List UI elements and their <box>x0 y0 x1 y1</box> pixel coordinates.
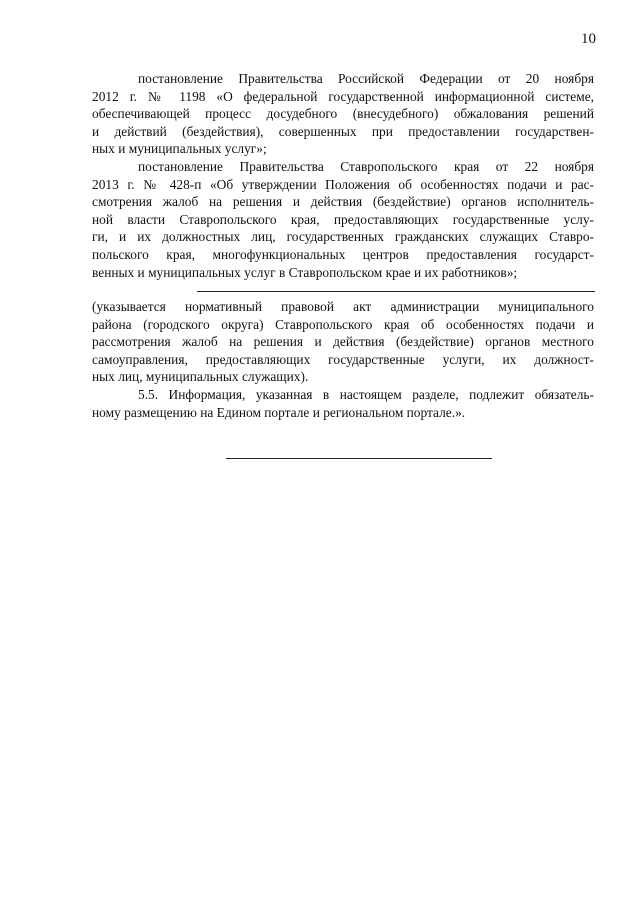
text-line: 5.5. Информация, указанная в настоящем разделе, подлежит обязатель- <box>138 386 594 402</box>
text-line: рассмотрения жалоб на решения и действия (бездействие) органов местного <box>92 334 594 350</box>
paragraph-section-5-5 <box>92 386 594 421</box>
page-number: 10 <box>581 31 596 47</box>
end-separator-line <box>226 458 492 459</box>
text-line: ному размещению на Едином портале и региональном портале.». <box>92 404 466 420</box>
paragraph-regional-resolution <box>92 158 594 281</box>
blank-fill-line <box>197 291 595 292</box>
paragraph-federal-resolution <box>92 70 594 158</box>
text-line: самоуправления, предоставляющих государственные услуги, их должност- <box>92 351 594 367</box>
paragraph-municipal-act-note <box>92 298 594 386</box>
text-line: польского края, многофункциональных центров предоставления государст- <box>92 246 594 262</box>
text-line: ных лиц, муниципальных служащих). <box>92 369 309 385</box>
text-line: венных и муниципальных услуг в Ставропольском крае и их работников»; <box>92 264 518 280</box>
text-line: постановление Правительства Российской Федерации от 20 ноября <box>138 71 594 86</box>
text-line: 2012 г. № 1198 «О федеральной государственной информационной системе, <box>92 88 594 104</box>
text-line: и действий (бездействия), совершенных при предоставлении государствен- <box>92 123 594 139</box>
document-body-lower <box>92 298 594 421</box>
text-line: ных и муниципальных услуг»; <box>92 141 267 157</box>
document-body-upper <box>92 70 594 281</box>
text-line: района (городского округа) Ставропольского края об особенностях подачи и <box>92 316 594 332</box>
text-line: смотрения жалоб на решения и действия (бездействие) органов исполнитель- <box>92 194 594 210</box>
text-line: (указывается нормативный правовой акт администрации муниципального <box>92 299 594 314</box>
text-line: ной власти Ставропольского края, предоставляющих государственные услу- <box>92 211 594 227</box>
text-line: ги, и их должностных лиц, государственных гражданских служащих Ставро- <box>92 229 594 245</box>
text-line: обеспечивающей процесс досудебного (внесудебного) обжалования решений <box>92 106 594 122</box>
text-line: постановление Правительства Ставропольского края от 22 ноября <box>138 158 594 174</box>
text-line: 2013 г. № 428-п «Об утверждении Положения об особенностях подачи и рас- <box>92 176 594 192</box>
